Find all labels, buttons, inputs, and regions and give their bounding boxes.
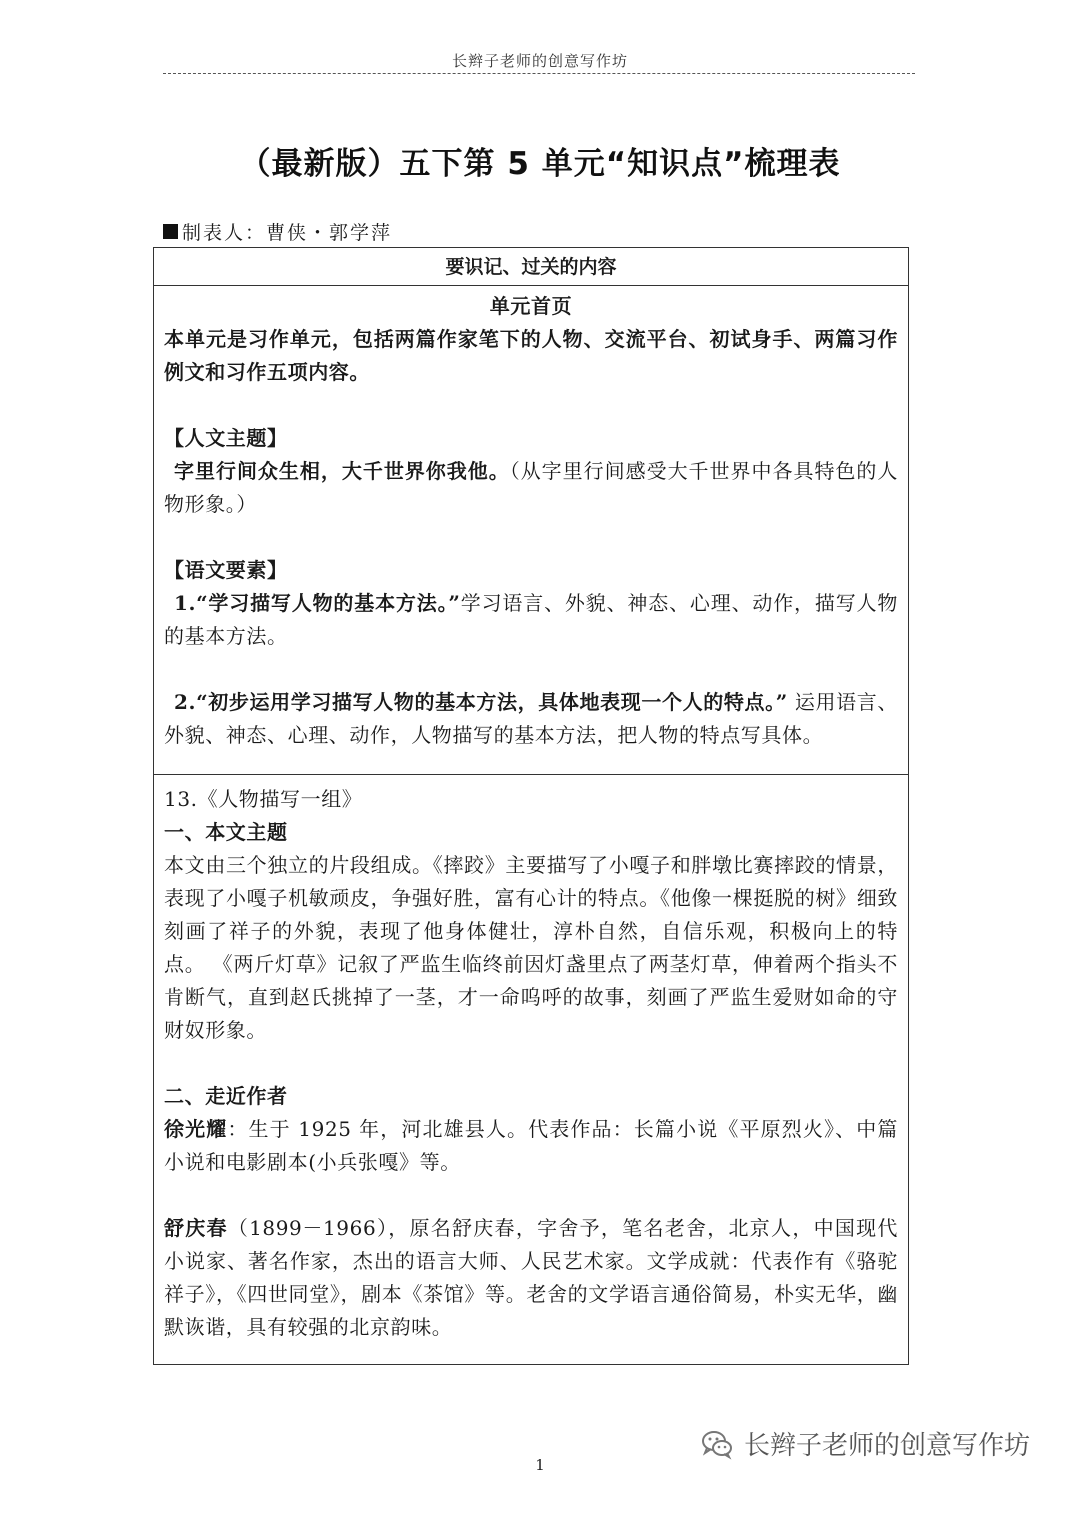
document-title: （最新版）五下第 5 单元“知识点”梳理表 — [239, 146, 841, 182]
author-1 — [164, 1113, 898, 1179]
author-1-text: ：生于 1925 年，河北雄县人。代表作品：长篇小说《平原烈火》、中篇小说和电影剧本(小兵张嘎》等。 — [164, 1117, 898, 1174]
elements-label: 【语文要素】 — [164, 558, 288, 582]
unit-overview-cell — [154, 286, 908, 775]
author-1-name: 徐光耀 — [164, 1117, 228, 1141]
page-number: 1 — [535, 1456, 545, 1474]
author-line — [163, 218, 392, 245]
author-2-text: （1899－1966），原名舒庆春，字舍予，笔名老舍，北京人，中国现代小说家、著名作家，杰出的语言大师、人民艺术家。文学成就：代表作有《骆驼祥子》，《四世同堂》，剧本《茶馆》等。老舍的文学语言通俗简易，朴实无华，幽默诙谐，具有较强的北京韵味。 — [164, 1216, 898, 1339]
element-1-text: 学习语言、外貌、神态、心理、动作，描写人物的基本方法。 — [164, 591, 898, 648]
theme-note: （从字里行间感受大千世界中各具特色的人物形象。） — [164, 459, 898, 516]
unit-heading: 单元首页 — [489, 294, 573, 318]
theme-bold: 字里行间众生相，大千世界你我他。 — [174, 459, 510, 483]
theme-text — [164, 455, 898, 521]
element-2-bold: 2.“初步运用学习描写人物的基本方法，具体地表现一个人的特点。” — [174, 690, 788, 714]
wechat-icon — [700, 1427, 734, 1461]
section-2-heading: 二、走近作者 — [164, 1084, 288, 1108]
author-2 — [164, 1212, 898, 1344]
lesson-cell — [154, 775, 908, 1364]
element-1 — [164, 587, 898, 653]
element-1-bold: 1.“学习描写人物的基本方法。” — [174, 591, 461, 615]
knowledge-table — [153, 247, 909, 1365]
theme-label: 【人文主题】 — [164, 426, 288, 450]
element-2-text: 运用语言、外貌、神态、心理、动作，人物描写的基本方法，把人物的特点写具体。 — [164, 690, 898, 747]
running-header: 长辫子老师的创意写作坊 — [451, 52, 628, 70]
element-2 — [164, 686, 898, 752]
author-text: 制表人：曹侠・郭学萍 — [182, 222, 393, 244]
watermark — [700, 1425, 1030, 1462]
author-2-name: 舒庆春 — [164, 1216, 228, 1240]
watermark-text: 长辫子老师的创意写作坊 — [744, 1431, 1031, 1461]
section-1-heading: 一、本文主题 — [164, 820, 288, 844]
table-header: 要识记、过关的内容 — [154, 248, 908, 286]
lesson-title: 13.《人物描写一组》 — [164, 787, 363, 811]
section-1-text: 本文由三个独立的片段组成。《摔跤》主要描写了小嘎子和胖墩比赛摔跤的情景，表现了小嘎子机敏顽皮，争强好胜，富有心计的特点。《他像一棵挺脱的树》细致刻画了祥子的外貌，表现了他身体健壮，淳朴自然，自信乐观，积极向上的特点。 《两斤灯草》记叙了严监生临终前因灯盏里点了两茎灯草，伸着两个指头不肯断气，直到赵氏挑掉了一茎，才一命呜呼的故事，刻画了严监生爱财如命的守财奴形象。 — [164, 853, 898, 1042]
square-bullet-icon — [163, 224, 178, 239]
unit-intro: 本单元是习作单元，包括两篇作家笔下的人物、交流平台、初试身手、两篇习作例文和习作五项内容。 — [164, 327, 898, 384]
header-divider — [163, 73, 915, 74]
